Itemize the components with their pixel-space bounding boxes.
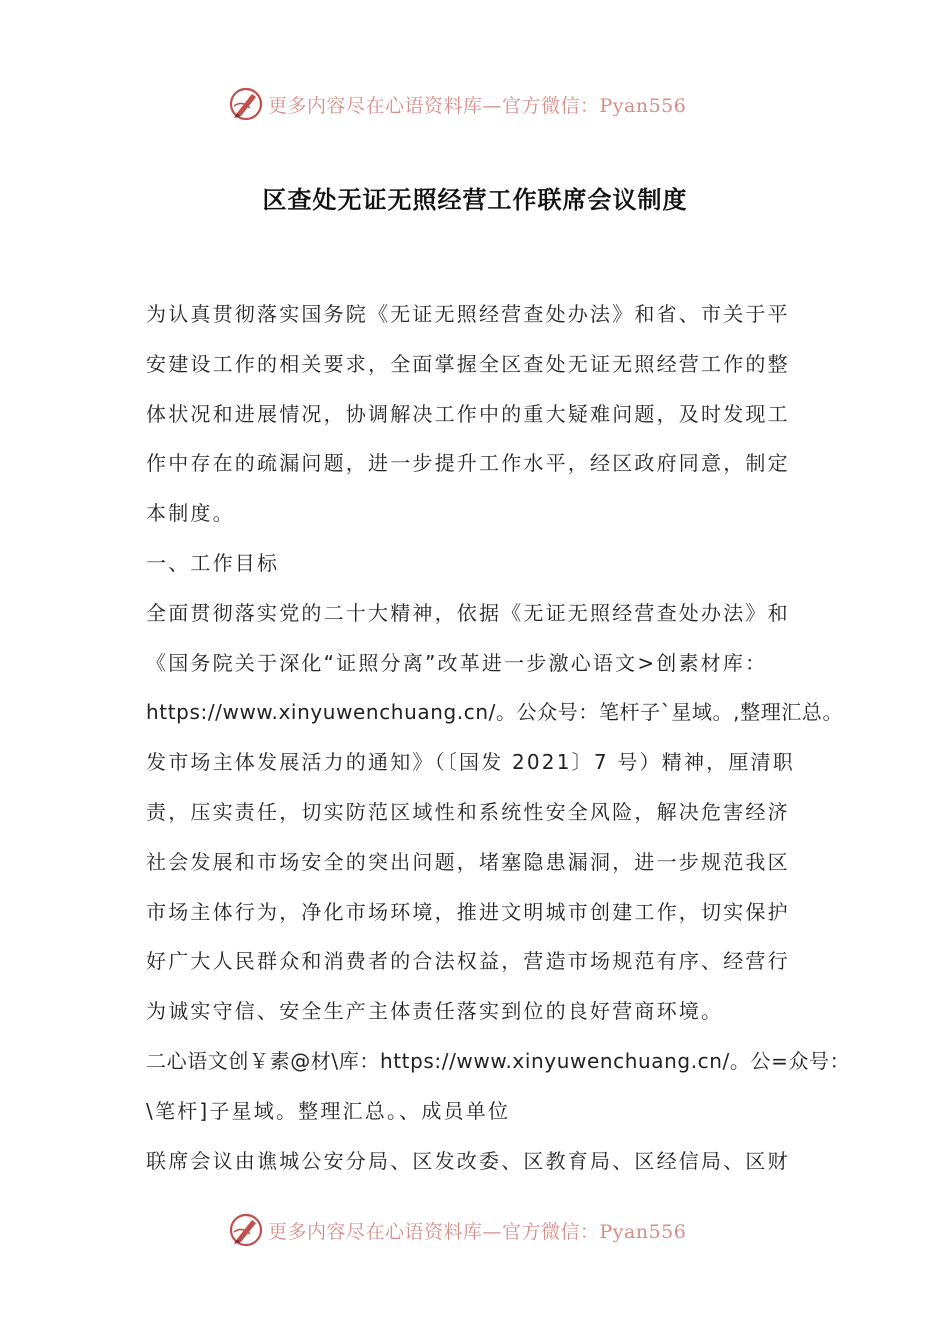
body-line: 体状况和进展情况，协调解决工作中的重大疑难问题，及时发现工	[146, 401, 790, 426]
body-line: 作中存在的疏漏问题，进一步提升工作水平，经区政府同意，制定	[146, 451, 790, 476]
header-banner	[228, 84, 686, 124]
body-line: 市场主体行为，净化市场环境，推进文明城市创建工作，切实保护	[146, 899, 790, 924]
footer-banner-text: 更多内容尽在心语资料库—官方微信：Pyan556	[268, 1220, 687, 1243]
body-line: 好广大人民群众和消费者的合法权益，营造市场规范有序、经营行	[146, 949, 790, 974]
body-line: 为认真贯彻落实国务院《无证无照经营查处办法》和省、市关于平	[146, 302, 790, 326]
footer-banner	[228, 1210, 686, 1250]
header-banner-text: 更多内容尽在心语资料库—官方微信：Pyan556	[268, 94, 687, 117]
body-line: 责，压实责任，切实防范区域性和系统性安全风险，解决危害经济	[146, 799, 790, 824]
body-line: 发市场主体发展活力的通知》（〔国发 2021〕7 号）精神，厘清职	[146, 750, 795, 775]
document-title: 区查处无证无照经营工作联席会议制度	[262, 186, 688, 214]
section-heading: \笔杆]子星域。整理汇总。、成员单位	[146, 1098, 511, 1123]
body-line: 社会发展和市场安全的突出问题，堵塞隐患漏洞，进一步规范我区	[146, 849, 790, 874]
body-line: 本制度。	[146, 501, 235, 526]
section-heading: 一、工作目标	[146, 550, 280, 575]
body-line: 联席会议由谯城公安分局、区发改委、区教育局、区经信局、区财	[146, 1148, 790, 1173]
body-line-url: https://www.xinyuwenchuang.cn/。公众号：笔杆子`星域。,整理汇总。	[146, 700, 844, 725]
document-body	[146, 292, 851, 1188]
body-line: 《国务院关于深化“证照分离”改革进一步激心语文>创素材库：	[146, 650, 768, 675]
body-line: 全面贯彻落实党的二十大精神，依据《无证无照经营查处办法》和	[146, 600, 790, 625]
body-line: 为诚实守信、安全生产主体责任落实到位的良好营商环境。	[146, 999, 724, 1024]
pen-circle-logo-icon	[228, 86, 264, 122]
body-line: 安建设工作的相关要求，全面掌握全区查处无证无照经营工作的整	[146, 351, 790, 376]
pen-circle-logo-icon	[228, 1212, 264, 1248]
body-line-url: 二心语文创￥素@材\库：https://www.xinyuwenchuang.cn/。公=众号：	[146, 1048, 851, 1073]
